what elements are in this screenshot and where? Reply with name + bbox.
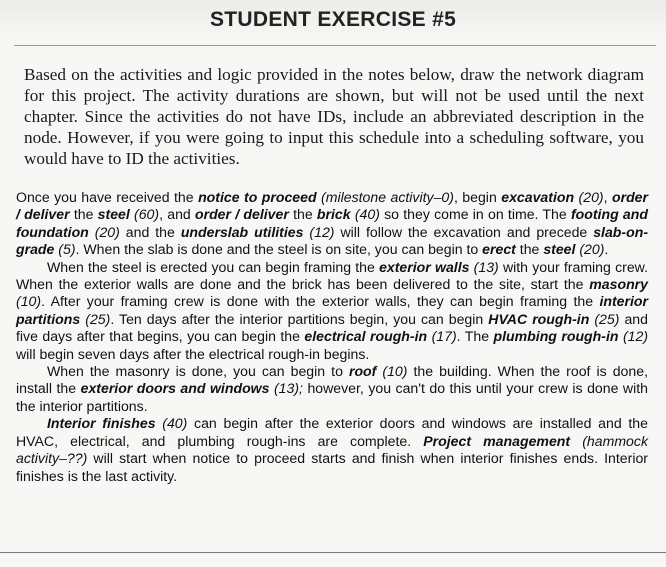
duration: (20) [88,223,120,240]
duration: (12) [303,223,335,240]
bottom-rule [0,552,666,553]
text: , begin [453,189,502,205]
activity-roof: roof [348,363,377,380]
text: will follow the excavation and precede [334,223,594,240]
exercise-title: STUDENT EXERCISE #5 [209,8,457,31]
activity-plumbing-rough-in: plumbing rough-in [493,328,619,345]
text: When the masonry is done, you can begin to [47,363,349,380]
text: . When the slab is done and the steel is on site, you can begin to [75,241,483,258]
text: and five days after that begins, you can begin the [16,310,648,345]
activity-interior-partitions: interior partitions [16,293,648,327]
text: Once you have received the [16,189,199,205]
duration: (17) [427,328,457,345]
paragraph-1 [16,189,648,259]
activity-notice-to-proceed: notice to proceed [198,189,317,205]
activity-excavation: excavation [501,189,575,205]
text: When the steel is erected you can begin framing the [47,258,380,275]
activity-steel: steel [543,241,576,258]
text: . After your framing crew is done with the exterior walls, they can begin framing the [41,293,600,310]
duration: (20) [575,241,605,258]
text: so they come in on time. The [379,206,571,223]
duration: (10) [376,363,408,380]
activity-interior-finishes: Interior finishes [47,415,156,432]
duration: (12) [618,328,649,345]
duration: (milestone activity–0) [316,189,454,205]
activity-masonry: masonry [589,276,648,293]
paragraph-4 [16,415,648,485]
text: and the [119,223,181,240]
paragraph-2 [16,259,648,363]
text: the [515,241,544,258]
text: . [604,241,609,258]
duration: (5) [54,241,76,258]
activity-exterior-walls: exterior walls [379,258,470,275]
text: . Ten days after the interior partitions begin, you can begin [110,310,489,327]
activity-hvac-rough-in: HVAC rough-in [488,310,590,327]
activity-electrical-rough-in: electrical rough-in [304,328,428,345]
text: the [69,206,98,223]
activity-steel: steel [97,206,130,223]
activity-underslab-utilities: underslab utilities [180,223,304,240]
intro-paragraph: Based on the activities and logic provided in the notes below, draw the network diagram for this project. The activity durations are shown, but will not be used until the next chapter. Since the activities do not have IDs, include an abbreviated description in the node. However, if you were going to input this schedule into a scheduling software, you would have to ID the activities. [24,65,644,168]
duration: (13) [469,258,499,275]
activity-brick: brick [316,206,351,223]
duration: (25) [80,310,111,327]
text: . The [456,328,494,345]
activity-order-deliver: order / deliver [194,206,289,223]
duration: (13); [269,380,303,397]
text: the building. When the roof is done, install the [16,363,648,397]
duration: (40) [350,206,380,223]
title-rule [14,45,656,46]
text: the [288,206,317,223]
duration: (40) [155,415,188,432]
duration: (25) [589,310,620,327]
text: will begin seven days after the electrical rough-in begins. [16,345,370,362]
text: however, you can't do this until your crew is done with the interior partitions. [16,380,648,414]
text: , [603,189,612,205]
duration: (hammock activity–??) [16,432,648,467]
duration: (60) [129,206,160,223]
activity-order-deliver: order / deliver [16,189,648,223]
text: can begin after the exterior doors and windows are installed and the HVAC, electrical, and plumbing rough-ins are complete. [16,415,648,449]
activity-project-management: Project management [423,432,571,449]
text: with your framing crew. When the exterior walls are done and the brick has been delivered to the site, start the [16,258,648,293]
duration: (20) [574,189,604,205]
exercise-body [16,189,648,485]
text: , and [159,206,195,223]
activity-erect: erect [482,241,516,258]
paragraph-3 [16,363,648,415]
text: will start when notice to proceed starts and finish when interior finishes ends. Interior finishes is the last activity. [16,450,648,484]
activity-footing-foundation: footing and foundation [16,206,648,240]
activity-exterior-doors-windows: exterior doors and windows [80,380,270,397]
duration: (10) [16,293,42,310]
activity-slab-on-grade: slab-on-grade [16,223,649,258]
